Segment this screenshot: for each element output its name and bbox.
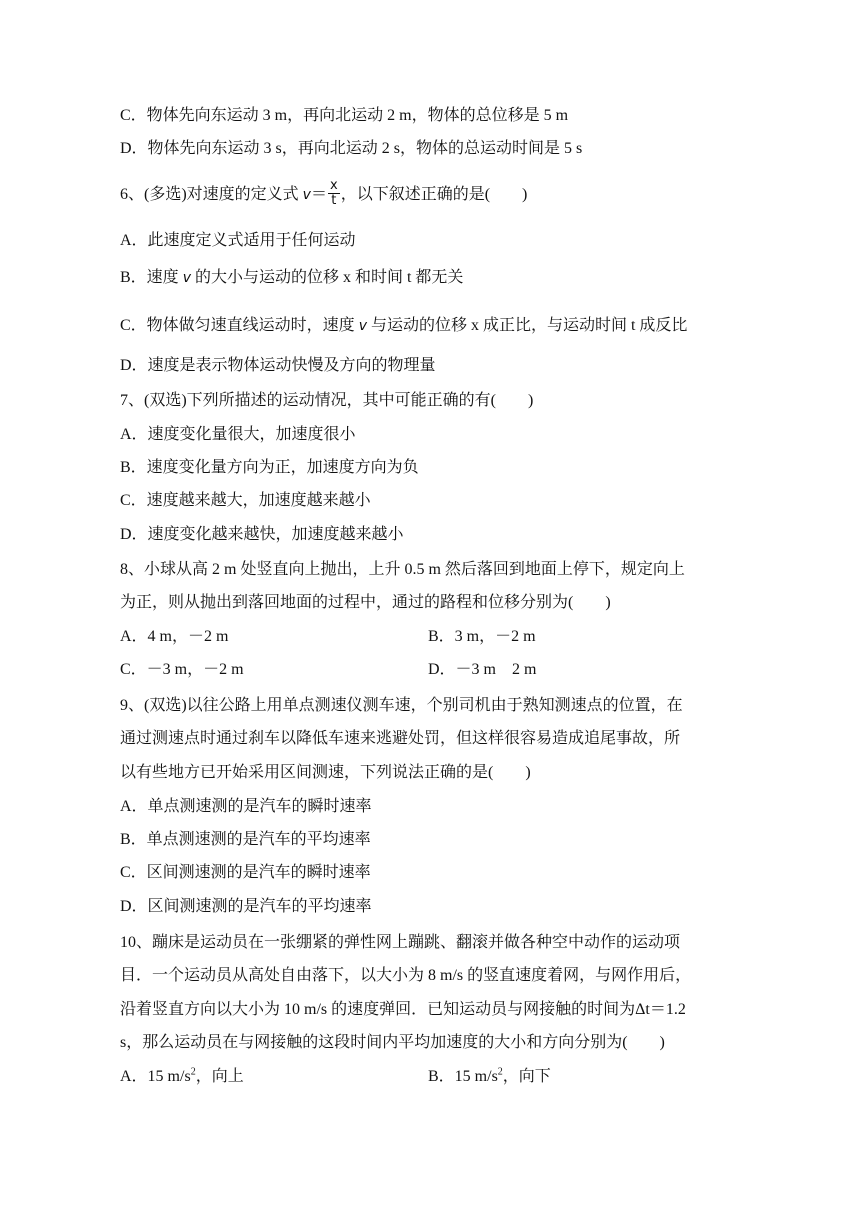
option-c-prefix: C．物体做匀速直线运动时，速度 [120,317,359,334]
exponent: 2 [190,1066,196,1078]
question-9-stem-line-2: 通过测速点时通过刹车以降低车速来逃避处罚，但这样很容易造成追尾事故，所 [120,730,681,747]
question-7-option-c: C．速度越来越大，加速度越来越小 [120,492,371,509]
question-8-option-b: B．3 m，－2 m [428,628,536,645]
question-10-stem-line-1: 10、蹦床是运动员在一张绷紧的弹性网上蹦跳、翻滚并做各种空中动作的运动项 [120,934,681,951]
question-9-option-b: B．单点测速测的是汽车的平均速率 [120,831,371,848]
question-6-stem-prefix: 6、(多选)对速度的定义式 [120,186,303,204]
question-6-option-b [120,268,463,288]
velocity-symbol: v [182,270,191,286]
question-6-stem-suffix: ，以下叙述正确的是( ) [340,186,528,204]
question-9-stem-line-1: 9、(双选)以往公路上用单点测速仪测车速，个别司机由于熟知测速点的位置，在 [120,697,683,714]
option-a-value: A．15 m/s [120,1068,191,1085]
velocity-symbol: v [302,187,311,204]
question-5-option-d: D．物体先向东运动 3 s，再向北运动 2 s，物体的总运动时间是 5 s [120,140,583,157]
question-6-option-d: D．速度是表示物体运动快慢及方向的物理量 [120,357,436,374]
question-6-option-a: A．此速度定义式适用于任何运动 [120,232,356,249]
option-a-direction: ，向上 [195,1068,244,1085]
question-6-option-c [120,316,687,336]
velocity-symbol: v [358,318,367,334]
question-10-stem-line-2: 目．一个运动员从高处自由落下，以大小为 8 m/s 的竖直速度着网，与网作用后， [120,967,692,984]
question-7-stem: 7、(双选)下列所描述的运动情况，其中可能正确的有( ) [120,392,534,409]
question-8-option-c: C．－3 m，－2 m [120,661,244,678]
question-8-option-a: A．4 m，－2 m [120,628,229,645]
question-7-option-b: B．速度变化量方向为正，加速度方向为负 [120,459,419,476]
question-8-stem-line-1: 8、小球从高 2 m 处竖直向上抛出，上升 0.5 m 然后落回到地面上停下，规定向上 [120,561,685,578]
question-10-stem-line-4: s，那么运动员在与网接触的这段时间内平均加速度的大小和方向分别为( ) [120,1034,665,1051]
question-6-stem [120,178,528,210]
question-9-option-a: A．单点测速测的是汽车的瞬时速率 [120,798,372,815]
question-9-option-d: D．区间测速测的是汽车的平均速率 [120,898,372,915]
option-c-suffix: 与运动的位移 x 成正比，与运动时间 t 成反比 [366,317,688,334]
fraction-denominator: t [331,193,337,208]
question-10-stem-line-3: 沿着竖直方向以大小为 10 m/s 的速度弹回．已知运动员与网接触的时间为Δt＝1.2 [120,1001,686,1018]
question-9-option-c: C．区间测速测的是汽车的瞬时速率 [120,864,371,881]
exponent: 2 [497,1066,503,1078]
option-b-value: B．15 m/s [428,1068,498,1085]
equals-sign: ＝ [310,186,327,204]
question-10-option-b [428,1067,551,1087]
question-8-stem-line-2: 为正，则从抛出到落回地面的过程中，通过的路程和位移分别为( ) [120,594,611,611]
question-9-stem-line-3: 以有些地方已开始采用区间测速，下列说法正确的是( ) [120,764,531,781]
question-5-option-c: C．物体先向东运动 3 m，再向北运动 2 m，物体的总位移是 5 m [120,107,569,124]
option-b-prefix: B．速度 [120,269,183,286]
fraction-numerator: x [329,178,338,193]
question-7-option-d: D．速度变化越来越快，加速度越来越小 [120,526,404,543]
velocity-fraction [328,179,340,208]
option-b-suffix: 的大小与运动的位移 x 和时间 t 都无关 [190,269,464,286]
option-b-direction: ，向下 [502,1068,551,1085]
question-10-option-a [120,1067,244,1087]
question-8-option-d: D．－3 m 2 m [428,661,537,678]
question-7-option-a: A．速度变化量很大，加速度很小 [120,426,356,443]
